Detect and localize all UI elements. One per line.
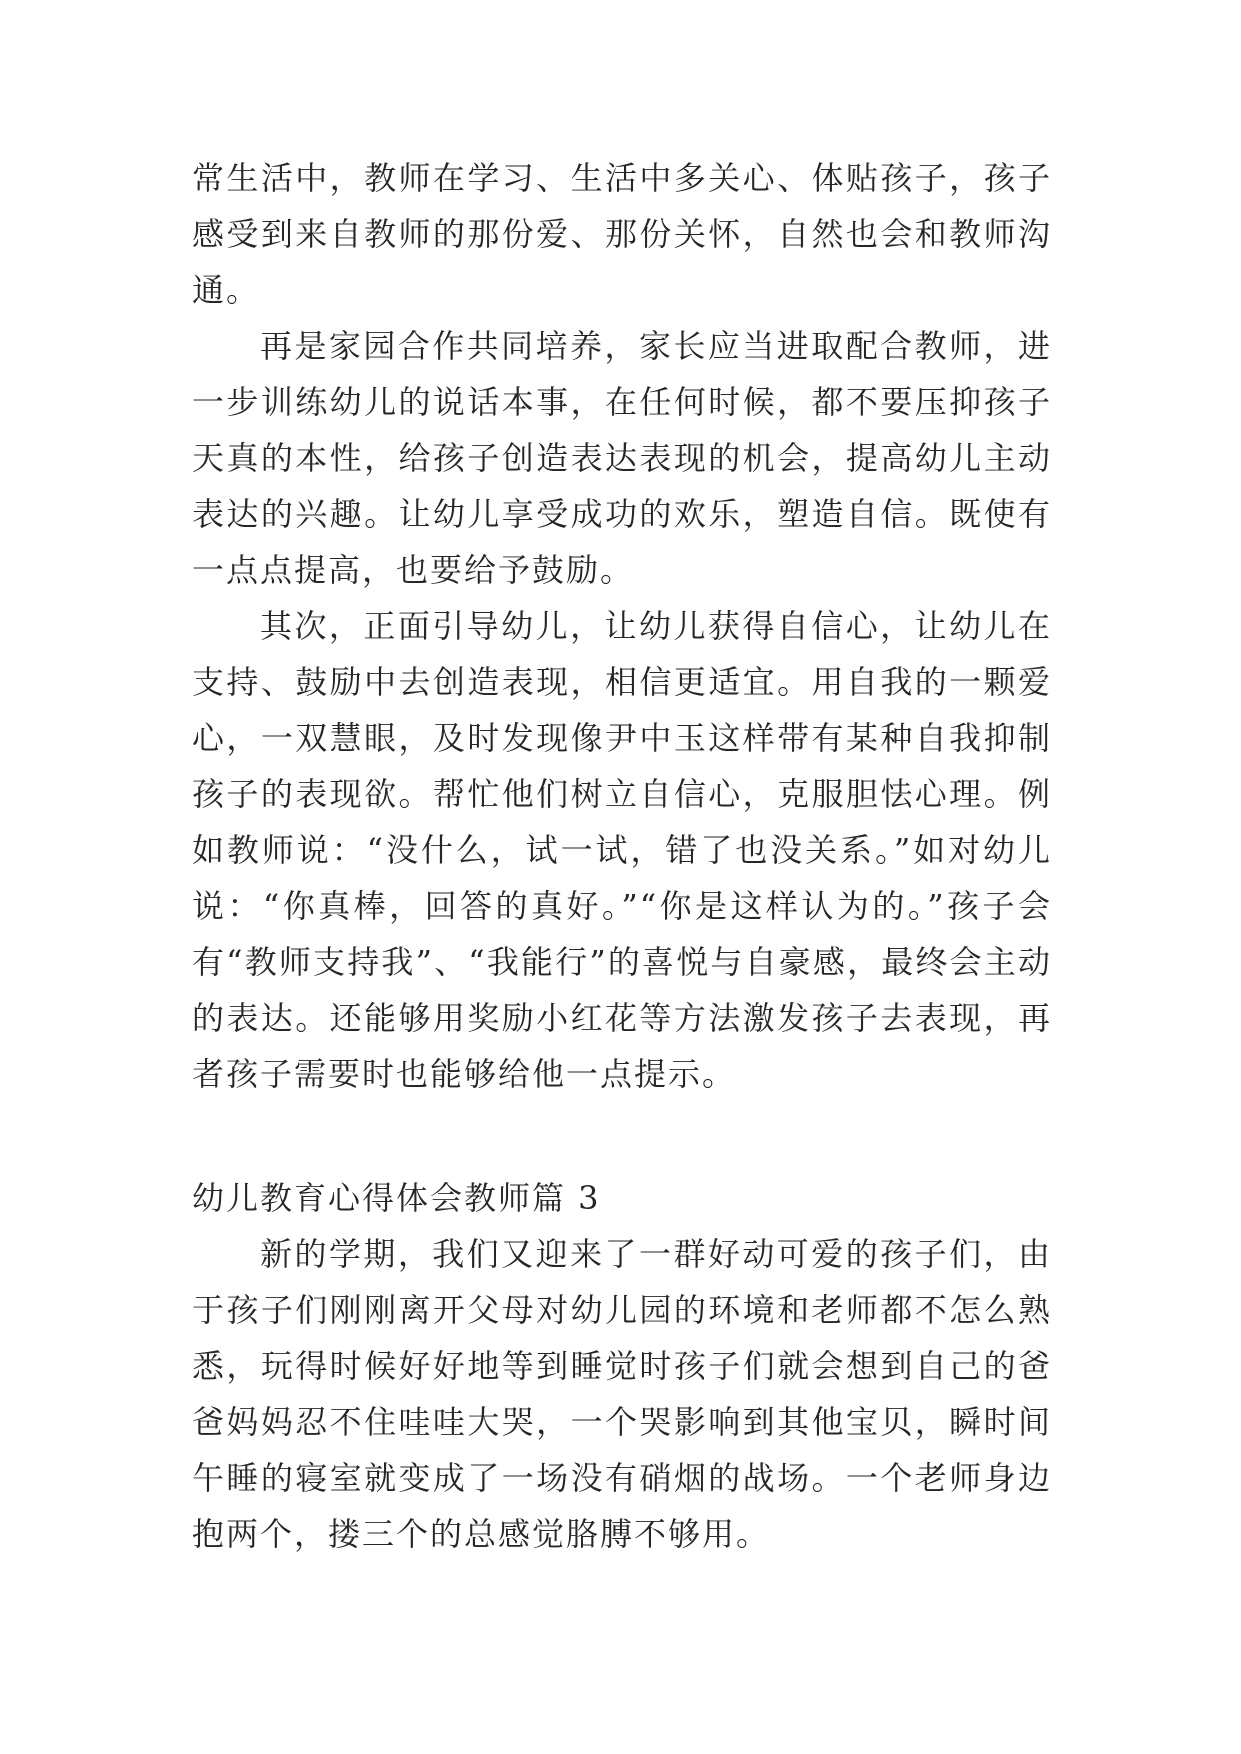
- document-body: [192, 150, 1052, 1562]
- paragraph-new-semester: 新的学期，我们又迎来了一群好动可爱的孩子们，由于孩子们刚刚离开父母对幼儿园的环境和老师都不怎么熟悉，玩得时候好好地等到睡觉时孩子们就会想到自己的爸爸妈妈忍不住哇哇大哭，一个哭影响到其他宝贝，瞬时间午睡的寝室就变成了一场没有硝烟的战场。一个老师身边抱两个，搂三个的总感觉胳膊不够用。: [192, 1235, 1052, 1553]
- section-heading: 幼儿教育心得体会教师篇 3: [192, 1179, 601, 1217]
- paragraph-continuation: 常生活中，教师在学习、生活中多关心、体贴孩子，孩子感受到来自教师的那份爱、那份关怀，自然也会和教师沟通。: [192, 159, 1052, 309]
- paragraph-home-school-cooperation: 再是家园合作共同培养，家长应当进取配合教师，进一步训练幼儿的说话本事，在任何时候，都不要压抑孩子天真的本性，给孩子创造表达表现的机会，提高幼儿主动表达的兴趣。让幼儿享受成功的欢乐，塑造自信。既使有一点点提高，也要给予鼓励。: [192, 327, 1052, 589]
- paragraph-positive-guidance: 其次，正面引导幼儿，让幼儿获得自信心，让幼儿在支持、鼓励中去创造表现，相信更适宜。用自我的一颗爱心，一双慧眼，及时发现像尹中玉这样带有某种自我抑制孩子的表现欲。帮忙他们树立自信心，克服胆怯心理。例如教师说：“没什么，试一试，错了也没关系。”如对幼儿说：“你真棒，回答的真好。”“你是这样认为的。”孩子会有“教师支持我”、“我能行”的喜悦与自豪感，最终会主动的表达。还能够用奖励小红花等方法激发孩子去表现，再者孩子需要时也能够给他一点提示。: [192, 607, 1052, 1093]
